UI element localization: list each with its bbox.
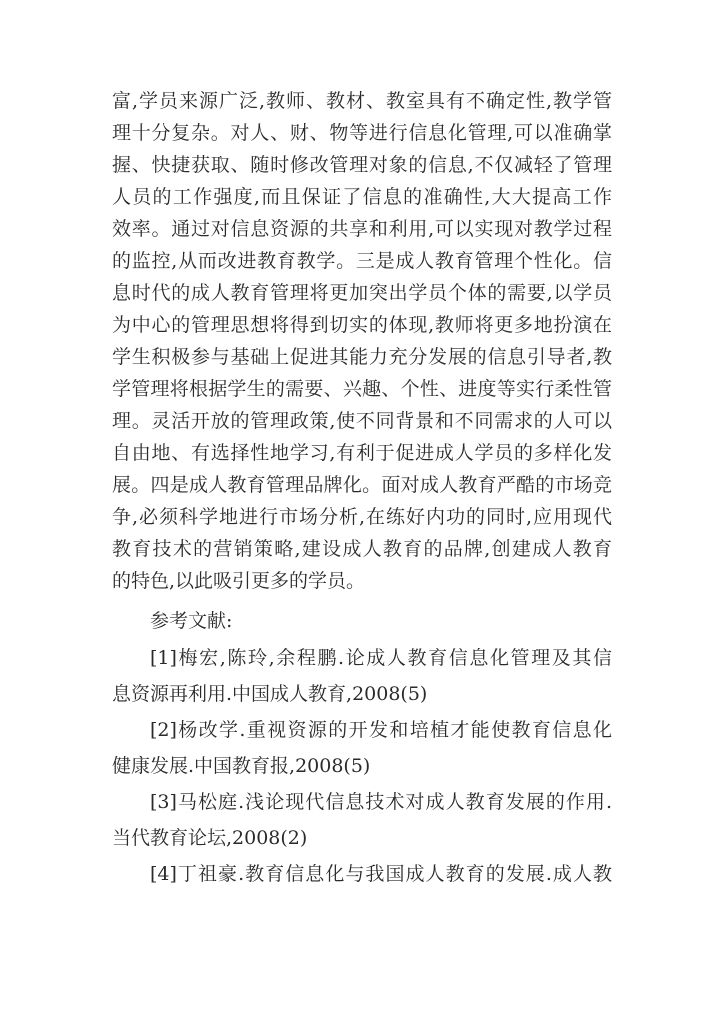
body-text-line: 息时代的成人教育管理将更加突出学员个体的需要,以学员 bbox=[112, 282, 612, 304]
body-text-line: 为中心的管理思想将得到切实的体现,教师将更多地扮演在 bbox=[112, 314, 612, 336]
body-text-line: 理十分复杂。对人、财、物等进行信息化管理,可以准确掌 bbox=[112, 122, 612, 144]
body-text-line: 握、快捷获取、随时修改管理对象的信息,不仅减轻了管理 bbox=[112, 154, 612, 176]
reference-entry-3-cont: 当代教育论坛,2008(2) bbox=[112, 827, 308, 849]
reference-entry-3: [3]马松庭.浅论现代信息技术对成人教育发展的作用. bbox=[150, 791, 612, 813]
body-text-line: 富,学员来源广泛,教师、教材、教室具有不确定性,教学管 bbox=[112, 90, 612, 112]
reference-entry-4: [4]丁祖豪.教育信息化与我国成人教育的发展.成人教 bbox=[150, 863, 612, 885]
body-text-line: 自由地、有选择性地学习,有利于促进成人学员的多样化发 bbox=[112, 442, 612, 464]
reference-entry-1: [1]梅宏,陈玲,余程鹏.论成人教育信息化管理及其信 bbox=[150, 647, 612, 669]
body-text-line: 争,必须科学地进行市场分析,在练好内功的同时,应用现代 bbox=[112, 506, 612, 528]
body-text-line: 理。灵活开放的管理政策,使不同背景和不同需求的人可以 bbox=[112, 410, 612, 432]
body-text-line: 教育技术的营销策略,建设成人教育的品牌,创建成人教育 bbox=[112, 538, 612, 560]
body-text-line: 学生积极参与基础上促进其能力充分发展的信息引导者,教 bbox=[112, 346, 612, 368]
body-text-line: 效率。通过对信息资源的共享和利用,可以实现对教学过程 bbox=[112, 218, 612, 240]
body-text-line: 人员的工作强度,而且保证了信息的准确性,大大提高工作 bbox=[112, 186, 612, 208]
body-text-line: 展。四是成人教育管理品牌化。面对成人教育严酷的市场竞 bbox=[112, 474, 612, 496]
reference-entry-2: [2]杨改学.重视资源的开发和培植才能使教育信息化 bbox=[150, 719, 612, 741]
body-text-line: 的监控,从而改进教育教学。三是成人教育管理个性化。信 bbox=[112, 250, 612, 272]
reference-entry-1-cont: 息资源再利用.中国成人教育,2008(5) bbox=[112, 683, 428, 705]
references-heading: 参考文献: bbox=[150, 610, 233, 632]
body-text-line: 学管理将根据学生的需要、兴趣、个性、进度等实行柔性管 bbox=[112, 378, 612, 400]
body-text-line: 的特色,以此吸引更多的学员。 bbox=[112, 570, 366, 592]
reference-entry-2-cont: 健康发展.中国教育报,2008(5) bbox=[112, 755, 371, 777]
